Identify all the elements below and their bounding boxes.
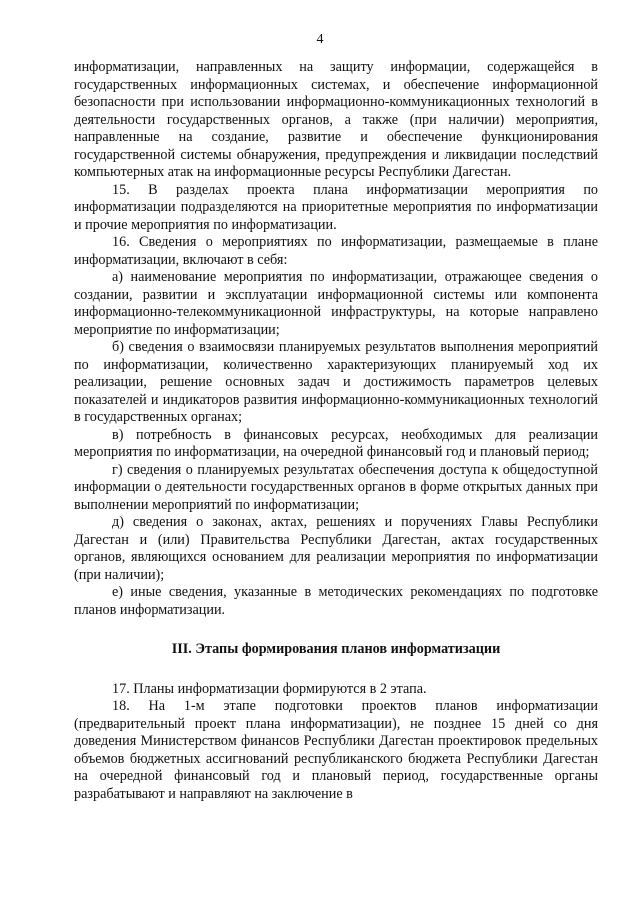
paragraph-17: 17. Планы информатизации формируются в 2 этапа. <box>112 680 427 697</box>
paragraph-16-e: е) иные сведения, указанные в методических рекомендациях по подготовке планов информатизации. <box>74 584 598 618</box>
page-content <box>74 59 598 803</box>
paragraph-16-g: г) сведения о планируемых результатах обеспечения доступа к общедоступной информации о деятельности государственных органов в форме открытых данных при выполнении мероприятий по информатизации; <box>74 461 598 513</box>
page-number: 4 <box>316 32 324 47</box>
paragraph-15: 15. В разделах проекта плана информатизации мероприятия по информатизации подразделяются на приоритетные мероприятия по информатизации и прочие мероприятия по информатизации. <box>74 181 598 233</box>
paragraph-16-a: а) наименование мероприятия по информатизации, отражающее сведения о создании, развитии и эксплуатации информационной системы или компонента информационно-телекоммуникационной инфраструктуры, на которые направлено мероприятие по информатизации; <box>74 269 598 338</box>
paragraph-18: 18. На 1-м этапе подготовки проектов планов информатизации (предварительный проект плана информатизации), не позднее 15 дней со дня доведения Министерством финансов Республики Дагестан проектировок предельных объемов бюджетных ассигнований республиканского бюджета Республики Дагестан на очередной финансовый год и плановый период, государственные органы разрабатывают и направляют на заключение в <box>74 698 598 802</box>
paragraph-intro-continuation: информатизации, направленных на защиту информации, содержащейся в государственных информационных системах, и обеспечение информационной безопасности при использовании информационно-коммуникационных технологий в деятельности государственных органов, а также (при наличии) мероприятия, направленные на создание, развитие и обеспечение функционирования государственной системы обнаружения, предупреждения и ликвидации последствий компьютерных атак на информационные ресурсы Республики Дагестан. <box>74 59 598 180</box>
paragraph-16-d: д) сведения о законах, актах, решениях и поручениях Главы Республики Дагестан и (или) Правительства Республики Дагестан, актах государственных органов, являющихся основанием для реализации мероприятия по информатизации (при наличии); <box>74 514 598 583</box>
section-heading: III. Этапы формирования планов информатизации <box>171 641 501 657</box>
paragraph-16: 16. Сведения о мероприятиях по информатизации, размещаемые в плане информатизации, включают в себя: <box>74 234 598 268</box>
paragraph-16-v: в) потребность в финансовых ресурсах, необходимых для реализации мероприятия по информатизации, на очередной финансовый год и плановый период; <box>74 426 598 460</box>
paragraph-16-b: б) сведения о взаимосвязи планируемых результатов выполнения мероприятий по информатизации, количественно характеризующих планируемый ход их реализации, решение основных задач и достижимость параметров целевых показателей и индикаторов развития информационно-коммуникационных технологий в государственных органах; <box>74 339 598 425</box>
